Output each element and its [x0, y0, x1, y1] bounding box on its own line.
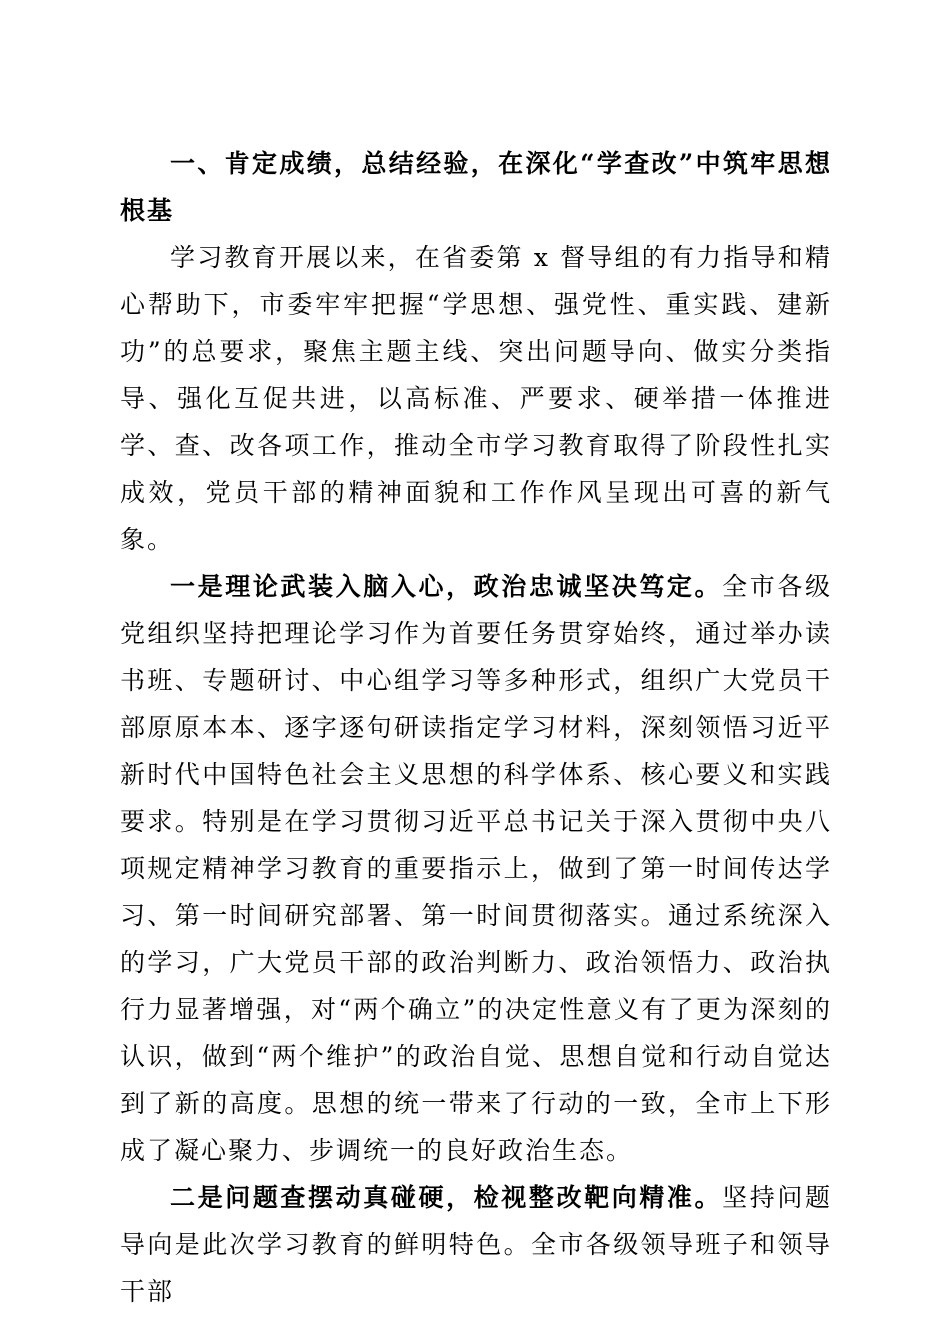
section-heading: 一、肯定成绩，总结经验，在深化“学查改”中筑牢思想根基 [120, 149, 832, 225]
paragraph-text: 全市各级党组织坚持把理论学习作为首要任务贯穿始终，通过举办读书班、专题研讨、中心组学习等多种形式，组织广大党员干部原原本本、逐字逐句研读指定学习材料，深刻领悟习近平新时代中国特色社会主义思想的科学体系、核心要义和实践要求。特别是在学习贯彻习近平总书记关于深入贯彻中央八项规定精神学习教育的重要指示上，做到了第一时间传达学习、第一时间研究部署、第一时间贯彻落实。通过系统深入的学习，广大党员干部的政治判断力、政治领悟力、政治执行力显著增强，对“两个确立”的决定性意义有了更为深刻的认识，做到“两个维护”的政治自觉、思想自觉和行动自觉达到了新的高度。思想的统一带来了行动的一致，全市上下形成了凝心聚力、步调统一的良好政治生态。 [120, 572, 832, 1165]
document-body [120, 140, 832, 1315]
paragraph-intro [120, 234, 832, 563]
paragraph-lead: 一是理论武装入脑入心，政治忠诚坚决笃定。 [170, 572, 723, 601]
paragraph-problems [120, 1174, 832, 1315]
paragraph-lead: 二是问题查摆动真碰硬，检视整改靶向精准。 [170, 1183, 723, 1212]
paragraph-text: 坚持问题导向是此次学习教育的鲜明特色。全市各级领导班子和领导干部 [120, 1183, 832, 1306]
paragraph-text: 学习教育开展以来，在省委第 x 督导组的有力指导和精心帮助下，市委牢牢把握“学思想、强党性、重实践、建新功”的总要求，聚焦主题主线、突出问题导向、做实分类指导、强化互促共进，以高标准、严要求、硬举措一体推进学、查、改各项工作，推动全市学习教育取得了阶段性扎实成效，党员干部的精神面貌和工作作风呈现出可喜的新气象。 [120, 243, 832, 554]
paragraph-theory [120, 563, 832, 1174]
